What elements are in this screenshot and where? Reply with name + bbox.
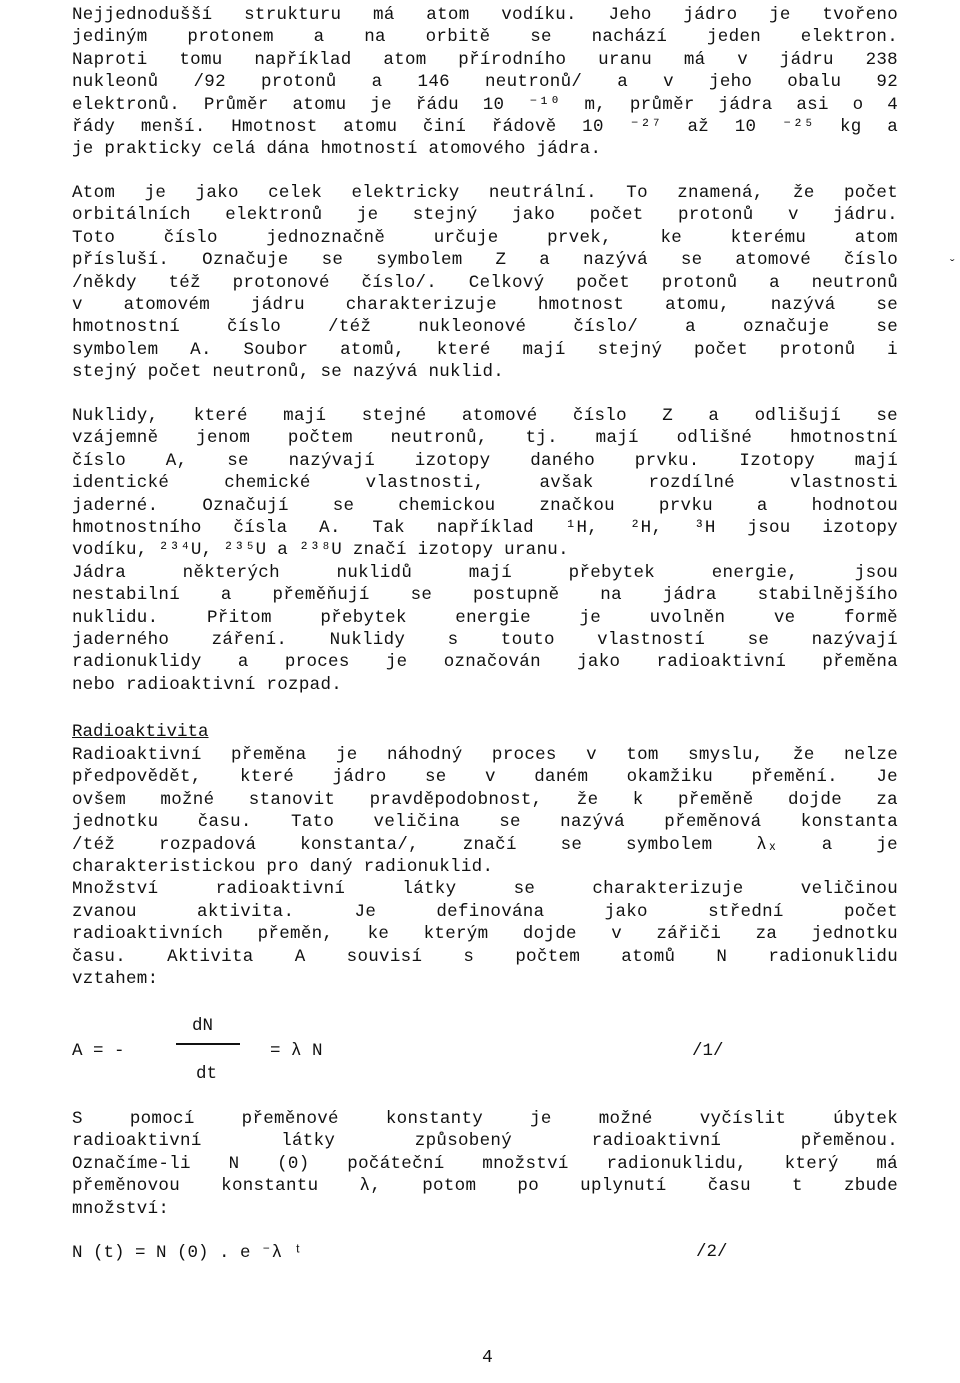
text-line: vzájemně jenom počtem neutronů, tj. mají odlišné hmotnostní [72, 428, 898, 449]
text-line: Množství radioaktivní látky se charakterizuje veličinou [72, 879, 898, 900]
text-line: radionuklidy a proces je označován jako radioaktivní přeměna [72, 652, 898, 673]
text-line: elektronů. Průměr atomu je řádu 10 ⁻¹⁰ m, průměr jádra asi o 4 [72, 94, 898, 115]
text-line: hmotnostní číslo /též nukleonové číslo/ a označuje se [72, 317, 898, 338]
text-line: S pomocí přeměnové konstanty je možné vyčíslit úbytek [72, 1109, 898, 1129]
text-line: vztahem: [72, 969, 159, 990]
intro-paragraph [72, 4, 898, 161]
text-line: radioaktivní látky způsobený radioaktivní přeměnou. [72, 1131, 898, 1152]
text-line: Radioaktivní přeměna je náhodný proces v tom smyslu, že nelze [72, 745, 898, 765]
text-line: Toto číslo jednoznačně určuje prvek, ke kterému atom [72, 227, 898, 248]
page-number: 4 [482, 1348, 493, 1368]
radioactivity-paragraph [72, 744, 898, 990]
equation-1-label: /1/ [692, 1041, 724, 1061]
equation-1-numerator: dN [192, 1016, 214, 1036]
text-line: zvanou aktivita. Je definována jako střední počet [72, 901, 898, 922]
text-line: vodíku, ²³⁴U, ²³⁵U a ²³⁸U značí izotopy uranu. [72, 540, 569, 561]
text-line: přeměnovou konstantu λ, potom po uplynutí času t zbude [72, 1176, 898, 1197]
section-heading: Radioaktivita [72, 722, 209, 742]
margin-mark: ˇ [948, 258, 957, 274]
equation-1-rhs: = λ N [270, 1041, 323, 1061]
equation-2-label: /2/ [696, 1242, 728, 1262]
text-line: předpovědět, které jádro se v daném okamžiku přemění. Je [72, 767, 898, 788]
text-line: hmotnostního čísla A. Tak například ¹H, ²H, ³H jsou izotopy [72, 518, 898, 539]
text-line: symbolem A. Soubor atomů, které mají stejný počet protonů i [72, 339, 898, 360]
equation-1-lhs: A = - [72, 1041, 125, 1061]
text-line: v atomovém jádru charakterizuje hmotnost atomu, nazývá se [72, 295, 898, 316]
text-line: Jádra některých nuklidů mají přebytek energie, jsou [72, 562, 898, 583]
text-line: identické chemické vlastnosti, avšak rozdílné vlastnosti [72, 473, 898, 494]
text-line: nestabilní a přeměňují se postupně na jádra stabilnějšího [72, 585, 898, 606]
text-line: řády menší. Hmotnost atomu činí řádově 10 ⁻²⁷ až 10 ⁻²⁵ kg a [72, 117, 898, 138]
text-line: Označíme-li N (0) počáteční množství radionuklidu, který má [72, 1153, 898, 1174]
text-line: stejný počet neutronů, se nazývá nuklid. [72, 362, 505, 383]
fraction-bar [176, 1043, 240, 1045]
text-line: času. Aktivita A souvisí s počtem atomů N radionuklidu [72, 946, 898, 967]
atom-paragraph [72, 182, 898, 384]
text-line: jediným protonem a na orbitě se nachází jeden elektron. [72, 27, 898, 48]
text-line: radioaktivních přeměn, ke kterým dojde v zářiči za jednotku [72, 924, 898, 945]
text-line: Atom je jako celek elektricky neutrální. To znamená, že počet [72, 183, 898, 203]
text-line: přísluší. Označuje se symbolem Z a nazývá se atomové číslo [72, 250, 898, 271]
text-line: Nuklidy, které mají stejné atomové číslo Z a odlišují se [72, 406, 898, 426]
decay-paragraph [72, 1108, 898, 1220]
text-line: je prakticky celá dána hmotností atomového jádra. [72, 139, 602, 160]
text-line: jaderné. Označují se chemickou značkou prvku a hodnotou [72, 495, 898, 516]
nuclide-paragraph [72, 405, 898, 696]
text-line: /někdy též protonové číslo/. Celkový počet protonů a neutronů [72, 272, 898, 293]
text-line: nebo radioaktivní rozpad. [72, 674, 343, 695]
equation-2: N (t) = N (0) . e ⁻λ ᵗ [72, 1243, 304, 1263]
text-line: orbitálních elektronů je stejný jako počet protonů v jádru. [72, 205, 898, 226]
equation-1-denominator: dt [196, 1064, 218, 1084]
text-line: Nejjednodušší strukturu má atom vodíku. Jeho jádro je tvořeno [72, 5, 898, 25]
text-line: Naproti tomu například atom přírodního uranu má v jádru 238 [72, 49, 898, 70]
text-line: jednotku času. Tato veličina se nazývá přeměnová konstanta [72, 812, 898, 833]
text-line: ovšem možné stanovit pravděpodobnost, že k přeměně dojde za [72, 789, 898, 810]
text-line: nuklidu. Přitom přebytek energie je uvolněn ve formě [72, 607, 898, 628]
text-line: charakteristickou pro daný radionuklid. [72, 857, 494, 878]
text-line: nukleonů /92 protonů a 146 neutronů/ a v jeho obalu 92 [72, 72, 898, 93]
text-line: množství: [72, 1198, 170, 1219]
text-line: /též rozpadová konstanta/, značí se symbolem λₓ a je [72, 834, 898, 855]
text-line: jaderného záření. Nuklidy s touto vlastností se nazývají [72, 630, 898, 651]
text-line: číslo A, se nazývají izotopy daného prvku. Izotopy mají [72, 450, 898, 471]
